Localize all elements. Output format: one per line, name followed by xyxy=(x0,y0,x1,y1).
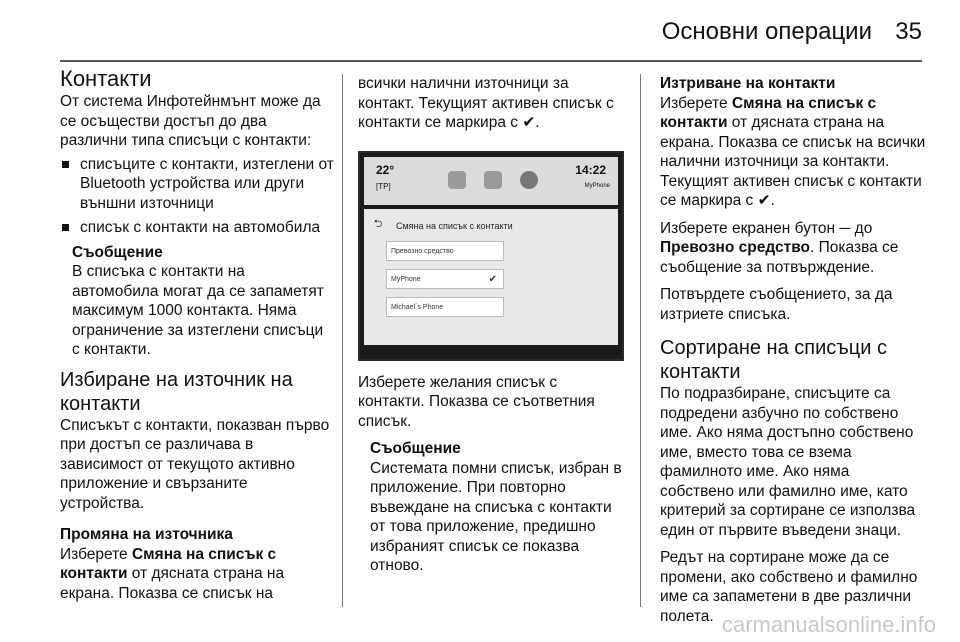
column-2 xyxy=(358,74,626,576)
contact-types-list xyxy=(60,155,335,238)
column-3 xyxy=(660,74,926,626)
contact-list-screen xyxy=(364,209,618,345)
phone-icon xyxy=(484,171,502,189)
note-block xyxy=(358,439,626,576)
list-item: списъците с контакти, изтеглени от Bluetooth устройства или други външни източници xyxy=(60,155,335,214)
status-bar xyxy=(364,157,618,205)
change-list-label: Смяна на списък с контакти xyxy=(60,545,277,582)
back-icon[interactable]: ⮌ xyxy=(373,217,383,230)
note-title: Съобщение xyxy=(72,243,163,261)
heading-contacts: Контакти xyxy=(60,66,152,91)
sort-text-1: По подразбиране, списъците са подредени азбучно по собствено име. Ако няма достъпно собствено име, вместо това се взема фамилното име. Ако няма собствено или фамилно име, като критерий за сортиране се използва един от първите въведени знаци. xyxy=(660,385,916,539)
list-item[interactable]: Превозно средство xyxy=(386,241,504,261)
header-title: Основни операции xyxy=(661,18,872,45)
page-number: 35 xyxy=(895,18,922,45)
change-source-text: Изберете Смяна на списък с контакти от дясната страна на екрана. Показва се списък на xyxy=(60,545,285,602)
select-source-text: Списъкът с контакти, показван първо при достъп се различава в зависимост от текущото активно приложение и свързаните устройства. xyxy=(60,416,330,512)
column-divider xyxy=(640,74,641,607)
header-rule xyxy=(60,60,922,62)
list-item: списък с контакти на автомобила xyxy=(60,218,335,238)
column-divider xyxy=(342,74,343,607)
after-screenshot-text: Изберете желания списък с контакти. Показва се съответния списък. xyxy=(358,373,595,430)
heading-sort: Сортиране на списъци с контакти xyxy=(660,337,887,383)
heading-delete: Изтриване на контакти xyxy=(660,75,836,92)
tp-indicator: [TP] xyxy=(376,181,391,191)
note-text: Системата помни списък, избран в приложение. При повторно въвеждане на списъка с контакти от това приложение, предишно избраният списък се показва отново. xyxy=(370,459,622,574)
page-header xyxy=(0,0,960,60)
delete-text: Изберете Смяна на списък с контакти от дясната страна на екрана. Показва се списък на всички налични източници за контакти. Текущият активен списък с контакти се маркира с ✔. xyxy=(660,94,926,209)
continued-text: всички налични източници за контакт. Текущият активен списък с контакти се маркира с ✔. xyxy=(358,75,614,131)
note-block xyxy=(60,243,335,360)
sort-text-2: Редът на сортиране може да се промени, ако собствено и фамилно име са запаметени в две различни полета. xyxy=(660,549,918,625)
heading-select-source: Избиране на източник на контакти xyxy=(60,368,293,415)
delete-step-3: Потвърдете съобщението, за да изтриете списъка. xyxy=(660,286,893,323)
intro-text: От система Инфотейнмънт може да се осъществи достъп до два различни типа списъци с контакти: xyxy=(60,93,321,149)
temperature: 22° xyxy=(376,162,395,177)
screen-title: Смяна на списък с контакти xyxy=(396,220,513,231)
heading-change-source: Промяна на източника xyxy=(60,526,233,543)
change-list-label: Смяна на списък с контакти xyxy=(660,94,877,131)
checkmark-icon: ✔ xyxy=(488,273,497,285)
list-item[interactable]: Michael´s Phone xyxy=(386,297,504,317)
globe-icon xyxy=(520,171,538,189)
infotainment-screenshot xyxy=(358,151,624,361)
note-title: Съобщение xyxy=(370,440,461,457)
list-item[interactable]: MyPhone ✔ xyxy=(386,269,504,289)
column-1 xyxy=(60,66,335,603)
vehicle-label: Превозно средство xyxy=(660,239,811,256)
delete-step-2: Изберете екранен бутон ─ до Превозно средство. Показва се съобщение за потвърждение. xyxy=(660,219,899,276)
watermark: carmanualsonline.info xyxy=(721,612,936,637)
clock: 14:22 xyxy=(575,162,606,177)
note-text: В списъка с контакти на автомобила могат да се запаметят максимум 1000 контакта. Няма ограничение за изтеглени списъци с контакти. xyxy=(72,263,324,358)
music-icon xyxy=(448,171,466,189)
device-name: MyPhone xyxy=(584,182,610,189)
